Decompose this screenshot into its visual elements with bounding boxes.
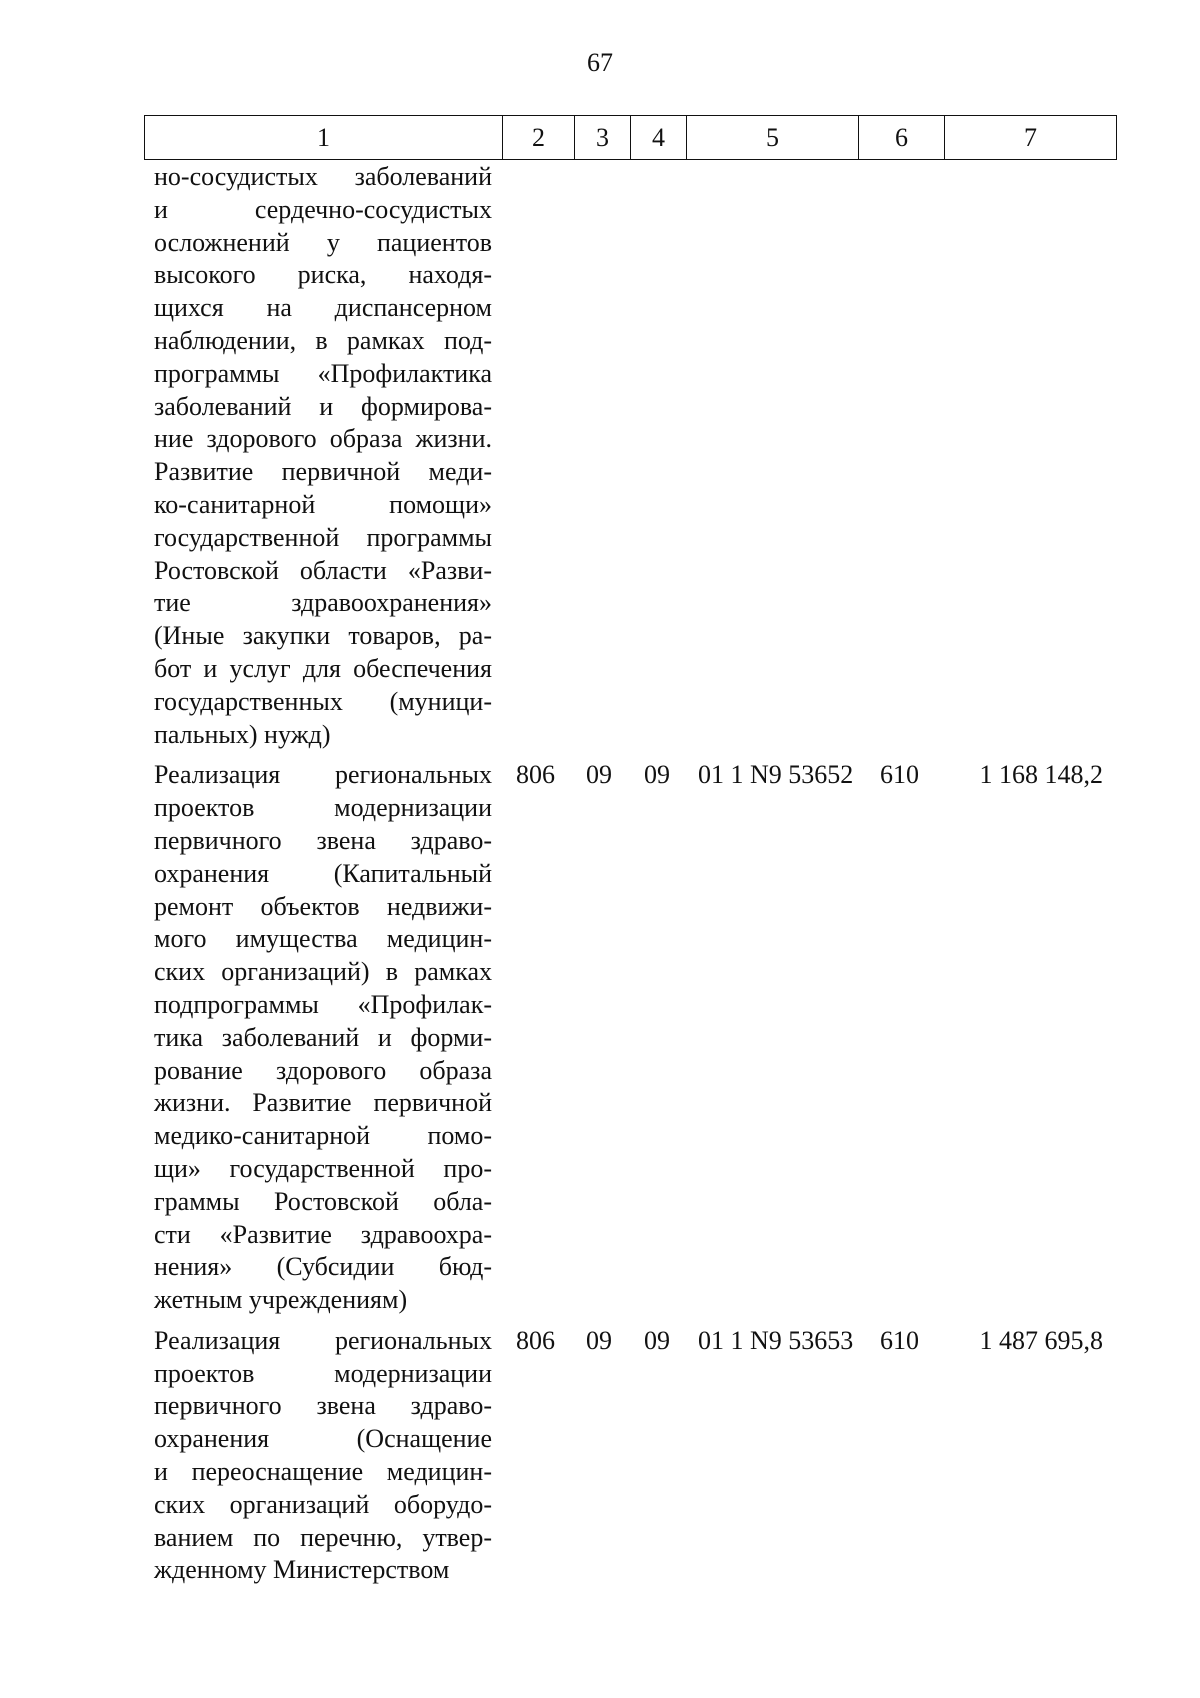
amount-col-7: 1 487 695,8 — [979, 1325, 1103, 1355]
description-line: сти «Развитие здравоохра- — [154, 1219, 492, 1249]
code-col-3: 09 — [586, 760, 612, 790]
description-line: государственных (муници- — [154, 686, 492, 716]
description-line: проектов модернизации — [154, 793, 492, 823]
description-line: но-сосудистых заболеваний — [154, 162, 492, 191]
description-line: ремонт объектов недвижи- — [154, 891, 492, 921]
row-description — [154, 161, 492, 751]
description-line: ских организаций) в рамках — [154, 957, 492, 987]
description-line: ние здорового образа жизни. — [154, 424, 492, 454]
code-col-6: 610 — [880, 760, 919, 790]
description-line: государственной программы — [154, 522, 492, 552]
code-col-4: 09 — [644, 760, 670, 790]
description-line: медико-санитарной помо- — [154, 1121, 492, 1151]
description-line: проектов модернизации — [154, 1358, 492, 1388]
code-col-4: 09 — [644, 1325, 670, 1355]
description-line: Реализация региональных — [154, 1325, 492, 1355]
description-line: и сердечно-сосудистых — [154, 194, 492, 224]
description-line: жизни. Развитие первичной — [154, 1088, 492, 1118]
description-line: программы «Профилактика — [154, 358, 492, 388]
column-header-3: 3 — [575, 116, 631, 160]
description-line: осложнений у пациентов — [154, 227, 492, 257]
description-line: охранения (Оснащение — [154, 1424, 492, 1454]
table-row — [154, 1325, 1114, 1587]
description-line: наблюдении, в рамках под- — [154, 325, 492, 355]
description-line: охранения (Капитальный — [154, 858, 492, 888]
description-line: и переоснащение медицин- — [154, 1457, 492, 1487]
description-line: высокого риска, находя- — [154, 260, 492, 290]
row-description — [154, 1325, 492, 1587]
column-header-6: 6 — [859, 116, 945, 160]
column-header-5: 5 — [687, 116, 859, 160]
column-header-1: 1 — [145, 116, 503, 160]
code-col-3: 09 — [586, 1325, 612, 1355]
description-line: щи» государственной про- — [154, 1153, 492, 1183]
code-col-2: 806 — [516, 760, 555, 790]
description-line: Ростовской области «Разви- — [154, 555, 492, 585]
description-line: заболеваний и формирова- — [154, 391, 492, 421]
description-line: подпрограммы «Профилак- — [154, 989, 492, 1019]
column-header-7: 7 — [945, 116, 1117, 160]
description-line: рование здорового образа — [154, 1055, 492, 1085]
description-line: пальных) нужд) — [154, 719, 331, 749]
table-body — [154, 161, 1114, 1595]
column-header-2: 2 — [503, 116, 575, 160]
description-line: ванием по перечню, утвер- — [154, 1522, 492, 1552]
code-col-5: 01 1 N9 53652 — [698, 760, 854, 790]
description-line: тие здравоохранения» — [154, 588, 492, 618]
table-row — [154, 759, 1114, 1317]
code-col-5: 01 1 N9 53653 — [698, 1325, 854, 1355]
description-line: нения» (Субсидии бюд- — [154, 1252, 492, 1282]
description-line: жденному Министерством — [154, 1555, 450, 1585]
column-header-table — [144, 115, 1117, 160]
description-line: тика заболеваний и форми- — [154, 1022, 492, 1052]
table-row — [154, 161, 1114, 751]
description-line: бот и услуг для обеспечения — [154, 653, 492, 683]
description-line: первичного звена здраво- — [154, 1391, 492, 1421]
description-line: ко-санитарной помощи» — [154, 489, 492, 519]
description-line: Развитие первичной меди- — [154, 457, 492, 487]
row-description — [154, 759, 492, 1317]
amount-col-7: 1 168 148,2 — [979, 760, 1103, 790]
page-number: 67 — [587, 48, 613, 77]
code-col-6: 610 — [880, 1325, 919, 1355]
description-line: Реализация региональных — [154, 760, 492, 790]
code-col-2: 806 — [516, 1325, 555, 1355]
description-line: граммы Ростовской обла- — [154, 1186, 492, 1216]
description-line: первичного звена здраво- — [154, 825, 492, 855]
column-header-4: 4 — [631, 116, 687, 160]
column-header-row — [145, 116, 1117, 160]
description-line: ских организаций оборудо- — [154, 1489, 492, 1519]
description-line: щихся на диспансерном — [154, 293, 492, 323]
description-line: жетным учреждениям) — [154, 1285, 408, 1315]
description-line: мого имущества медицин- — [154, 924, 492, 954]
description-line: (Иные закупки товаров, ра- — [154, 621, 492, 651]
